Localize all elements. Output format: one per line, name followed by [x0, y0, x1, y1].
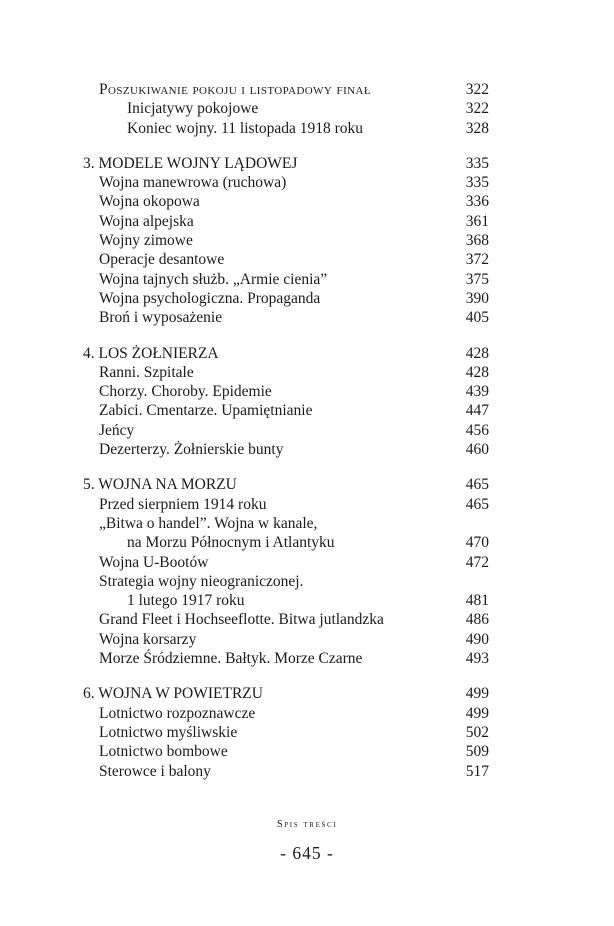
toc-entry-label: Broń i wyposażenie: [99, 309, 223, 327]
toc-entry-page: 456: [465, 421, 489, 439]
toc-entry-page: 502: [465, 723, 489, 741]
toc-entry-page: 509: [465, 743, 489, 761]
table-of-contents: [83, 80, 489, 781]
toc-entry-label: „Bitwa o handel”. Wojna w kanale,: [99, 514, 318, 532]
toc-entry-row: [83, 742, 489, 761]
toc-section-row: [83, 684, 489, 703]
toc-entry-page: 368: [465, 232, 489, 250]
toc-entry-row: [83, 363, 489, 382]
toc-entry-page: 335: [465, 154, 489, 172]
toc-entry-row: [83, 250, 489, 269]
toc-entry-row: [83, 308, 489, 327]
toc-section-title: 6. WOJNA W POWIETRZU: [83, 685, 263, 703]
toc-entry-row: [83, 704, 489, 723]
toc-entry-label: Przed sierpniem 1914 roku: [99, 495, 267, 513]
toc-entry-label: Ranni. Szpitale: [99, 363, 194, 381]
toc-entry-page: 375: [465, 270, 489, 288]
toc-section-row: [83, 344, 489, 363]
toc-entry-page: 493: [465, 650, 489, 668]
toc-entry-row: [83, 630, 489, 649]
toc-entry-row: [83, 572, 489, 591]
toc-entry-row: [83, 440, 489, 459]
running-title: Spis treści: [276, 819, 338, 830]
toc-entry-row: [83, 270, 489, 289]
toc-entry-row: [83, 80, 489, 99]
toc-section-title: 5. WOJNA NA MORZU: [83, 476, 237, 494]
toc-entry-row: [83, 553, 489, 572]
toc-entry-page: 405: [465, 309, 489, 327]
toc-entry-label: Wojna U-Bootów: [99, 553, 209, 571]
toc-entry-page: 486: [465, 611, 489, 629]
toc-entry-page: 499: [465, 685, 489, 703]
page-number: - 645 -: [280, 843, 334, 863]
toc-entry-row: [83, 762, 489, 781]
toc-entry-row: [83, 610, 489, 629]
toc-entry-page: 472: [465, 553, 489, 571]
toc-entry-page: 428: [465, 344, 489, 362]
toc-section-row: [83, 154, 489, 173]
toc-entry-page: 465: [465, 495, 489, 513]
toc-entry-label: Lotnictwo myśliwskie: [99, 723, 238, 741]
toc-entry-label: Grand Fleet i Hochseeflotte. Bitwa jutlandzka: [99, 611, 384, 629]
toc-entry-page: 335: [465, 174, 489, 192]
toc-entry-row: [83, 231, 489, 250]
toc-entry-page: 517: [465, 762, 489, 780]
toc-entry-page: 322: [465, 100, 489, 118]
toc-entry-row: [83, 212, 489, 231]
toc-entry-label: Operacje desantowe: [99, 251, 225, 269]
toc-entry-label: Morze Śródziemne. Bałtyk. Morze Czarne: [99, 650, 363, 668]
toc-entry-row: [83, 495, 489, 514]
toc-entry-label: Chorzy. Choroby. Epidemie: [99, 383, 272, 401]
toc-entry-row: [83, 99, 489, 118]
toc-entry-page: 322: [465, 81, 489, 98]
toc-entry-page: 390: [465, 289, 489, 307]
toc-entry-label: Sterowce i balony: [99, 762, 211, 780]
toc-entry-row: [83, 173, 489, 192]
toc-entry-label: Lotnictwo bombowe: [99, 743, 228, 761]
toc-entry-label: Koniec wojny. 11 listopada 1918 roku: [127, 119, 364, 137]
toc-entry-label: Lotnictwo rozpoznawcze: [99, 704, 256, 722]
toc-entry-label: Wojna psychologiczna. Propaganda: [99, 289, 321, 307]
toc-entry-page: 499: [465, 704, 489, 722]
toc-entry-page: 328: [465, 119, 489, 137]
toc-entry-row: [83, 421, 489, 440]
toc-entry-label: Wojna manewrowa (ruchowa): [99, 174, 287, 192]
toc-entry-label: Poszukiwanie pokoju i listopadowy finał: [99, 81, 371, 98]
toc-entry-row: [83, 401, 489, 420]
toc-entry-label: Wojna korsarzy: [99, 630, 197, 648]
toc-entry-page: 460: [465, 441, 489, 459]
toc-entry-page: 439: [465, 383, 489, 401]
toc-entry-row: [83, 723, 489, 742]
toc-entry-label: Wojna tajnych służb. „Armie cienia”: [99, 270, 328, 288]
toc-entry-page: 490: [465, 630, 489, 648]
toc-entry-page: 470: [465, 534, 489, 552]
toc-entry-page: 336: [465, 193, 489, 211]
toc-section-row: [83, 475, 489, 494]
toc-entry-label: Wojny zimowe: [99, 232, 193, 250]
toc-section-title: 4. LOS ŻOŁNIERZA: [83, 344, 219, 362]
toc-entry-page: 481: [465, 592, 489, 610]
toc-entry-row: [83, 514, 489, 533]
toc-entry-label: Wojna alpejska: [99, 212, 194, 230]
toc-entry-label: 1 lutego 1917 roku: [127, 592, 245, 610]
toc-entry-row: [83, 382, 489, 401]
toc-entry-label: na Morzu Północnym i Atlantyku: [127, 534, 335, 552]
toc-entry-label: Wojna okopowa: [99, 193, 200, 211]
toc-entry-row: [83, 289, 489, 308]
toc-entry-page: 361: [465, 212, 489, 230]
toc-entry-row: [83, 119, 489, 138]
toc-section-title: 3. MODELE WOJNY LĄDOWEJ: [83, 154, 298, 172]
toc-entry-page: 428: [465, 363, 489, 381]
toc-entry-page: 372: [465, 251, 489, 269]
toc-entry-label: Zabici. Cmentarze. Upamiętnianie: [99, 402, 313, 420]
toc-entry-label: Jeńcy: [99, 421, 135, 439]
toc-entry-page: 447: [465, 402, 489, 420]
toc-entry-page: 465: [465, 476, 489, 494]
toc-entry-row: [83, 649, 489, 668]
toc-entry-label: Dezerterzy. Żołnierskie bunty: [99, 441, 284, 459]
toc-entry-label: Strategia wojny nieograniczonej.: [99, 572, 304, 590]
toc-entry-row: [83, 192, 489, 211]
toc-entry-label: Inicjatywy pokojowe: [127, 100, 259, 118]
toc-entry-row: [83, 591, 489, 610]
toc-entry-row: [83, 533, 489, 552]
